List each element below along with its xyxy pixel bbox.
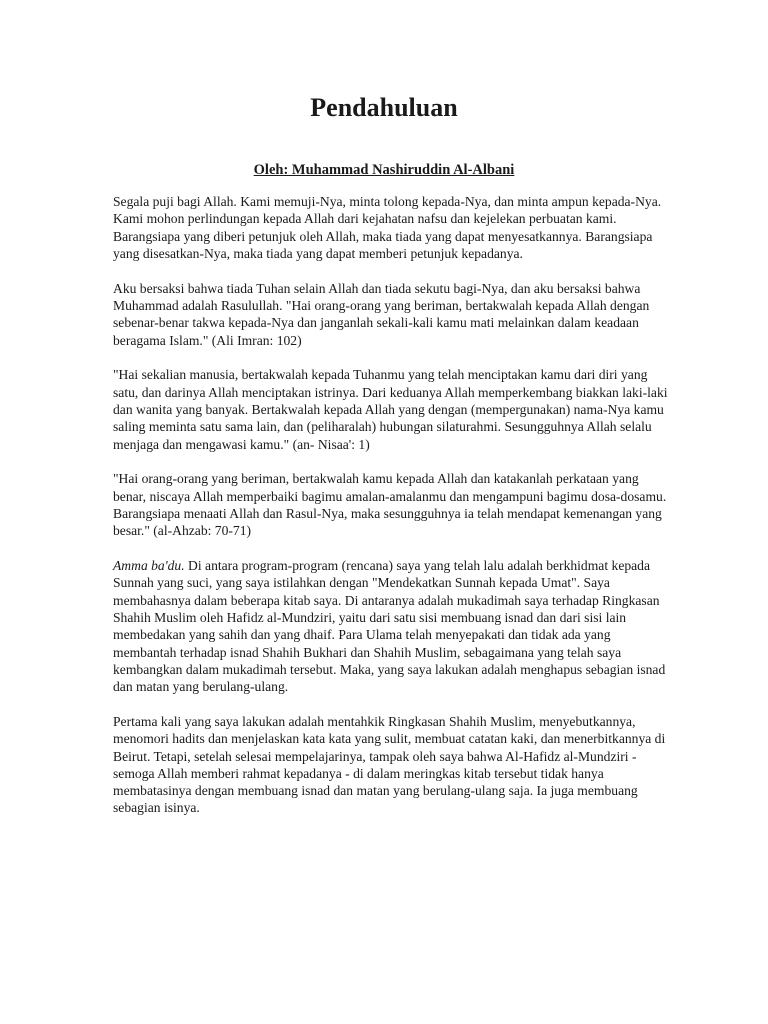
- document-body: [113, 193, 673, 834]
- paragraph-2: [113, 280, 673, 349]
- paragraph-text: "Hai sekalian manusia, bertakwalah kepada Tuhanmu yang telah menciptakan kamu dari diri yang satu, dan darinya Allah menciptakan istrinya. Dari keduanya Allah memperkembang biakkan laki-laki dan wanita yang banyak. Bertakwalah kepada Allah yang dengan (mempergunakan) nama-Nya kamu saling meminta satu sama lain, dan (peliharalah) hubungan silaturahmi. Sesungguhnya Allah selalu menjaga dan mengawasi kamu." (an- Nisaa': 1): [113, 367, 668, 452]
- paragraph-text: "Hai orang-orang yang beriman, bertakwalah kamu kepada Allah dan katakanlah perkataan yang benar, niscaya Allah memperbaiki bagimu amalan-amalanmu dan mengampuni bagimu dosa-dosamu. Barangsiapa menaati Allah dan Rasul-Nya, maka sesungguhnya ia telah mendapat kemenangan yang besar." (al-Ahzab: 70-71): [113, 471, 667, 539]
- paragraph-6: [113, 713, 673, 817]
- author-line: Oleh: Muhammad Nashiruddin Al-Albani: [253, 162, 515, 178]
- italic-lead: Amma ba'du.: [113, 558, 185, 574]
- paragraph-text: Segala puji bagi Allah. Kami memuji-Nya, minta tolong kepada-Nya, dan minta ampun kepada-Nya. Kami mohon perlindungan kepada Allah dari kejahatan nafsu dan kejelekan perbuatan kami. Barangsiapa yang diberi petunjuk oleh Allah, maka tiada yang dapat menyesatkannya. Barangsiapa yang disesatkan-Nya, maka tiada yang dapat memberi petunjuk kepadanya.: [113, 194, 662, 261]
- page-title: Pendahuluan: [310, 93, 458, 122]
- paragraph-3: [113, 366, 673, 452]
- paragraph-5: [113, 557, 673, 695]
- paragraph-text: Pertama kali yang saya lakukan adalah mentahkik Ringkasan Shahih Muslim, menyebutkannya, menomori hadits dan menjelaskan kata kata yang sulit, membuat catatan kaki, dan menerbitkannya di Beirut. Tetapi, setelah selesai mempelajarinya, tampak oleh saya bahwa Al-Hafidz al-Mundziri - semoga Allah memberi rahmat kepadanya - di dalam meringkas kitab tersebut tidak hanya membatasinya dengan membuang isnad dan matan yang berulang-ulang saja. Ia juga membuang sebagian isinya.: [113, 713, 666, 816]
- paragraph-text: Aku bersaksi bahwa tiada Tuhan selain Allah dan tiada sekutu bagi-Nya, dan aku bersaksi bahwa Muhammad adalah Rasulullah. "Hai orang-orang yang beriman, bertakwalah kepada Allah dengan sebenar-benar takwa kepada-Nya dan janganlah sekali-kali kamu mati melainkan dalam keadaan beragama Islam." (Ali Imran: 102): [113, 280, 650, 348]
- paragraph-4: [113, 470, 673, 539]
- paragraph-1: [113, 193, 673, 262]
- paragraph-text: Di antara program-program (rencana) saya yang telah lalu adalah berkhidmat kepada Sunnah yang suci, yang saya istilahkan dengan "Mendekatkan Sunnah kepada Umat". Saya membahasnya dalam beberapa kitab saya. Di antaranya adalah mukadimah saya terhadap Ringkasan Shahih Muslim oleh Hafidz al-Mundziri, yaitu dari satu sisi membuang isnad dan dari sisi lain membedakan yang sahih dan yang dhaif. Para Ulama telah menyepakati dan tidak ada yang membantah terhadap isnad Shahih Bukhari dan Shahih Muslim, sebagaimana yang telah saya kembangkan dalam mukadimah tersebut. Maka, yang saya lakukan adalah menghapus sebagian isnad dan matan yang berulang-ulang.: [113, 558, 666, 695]
